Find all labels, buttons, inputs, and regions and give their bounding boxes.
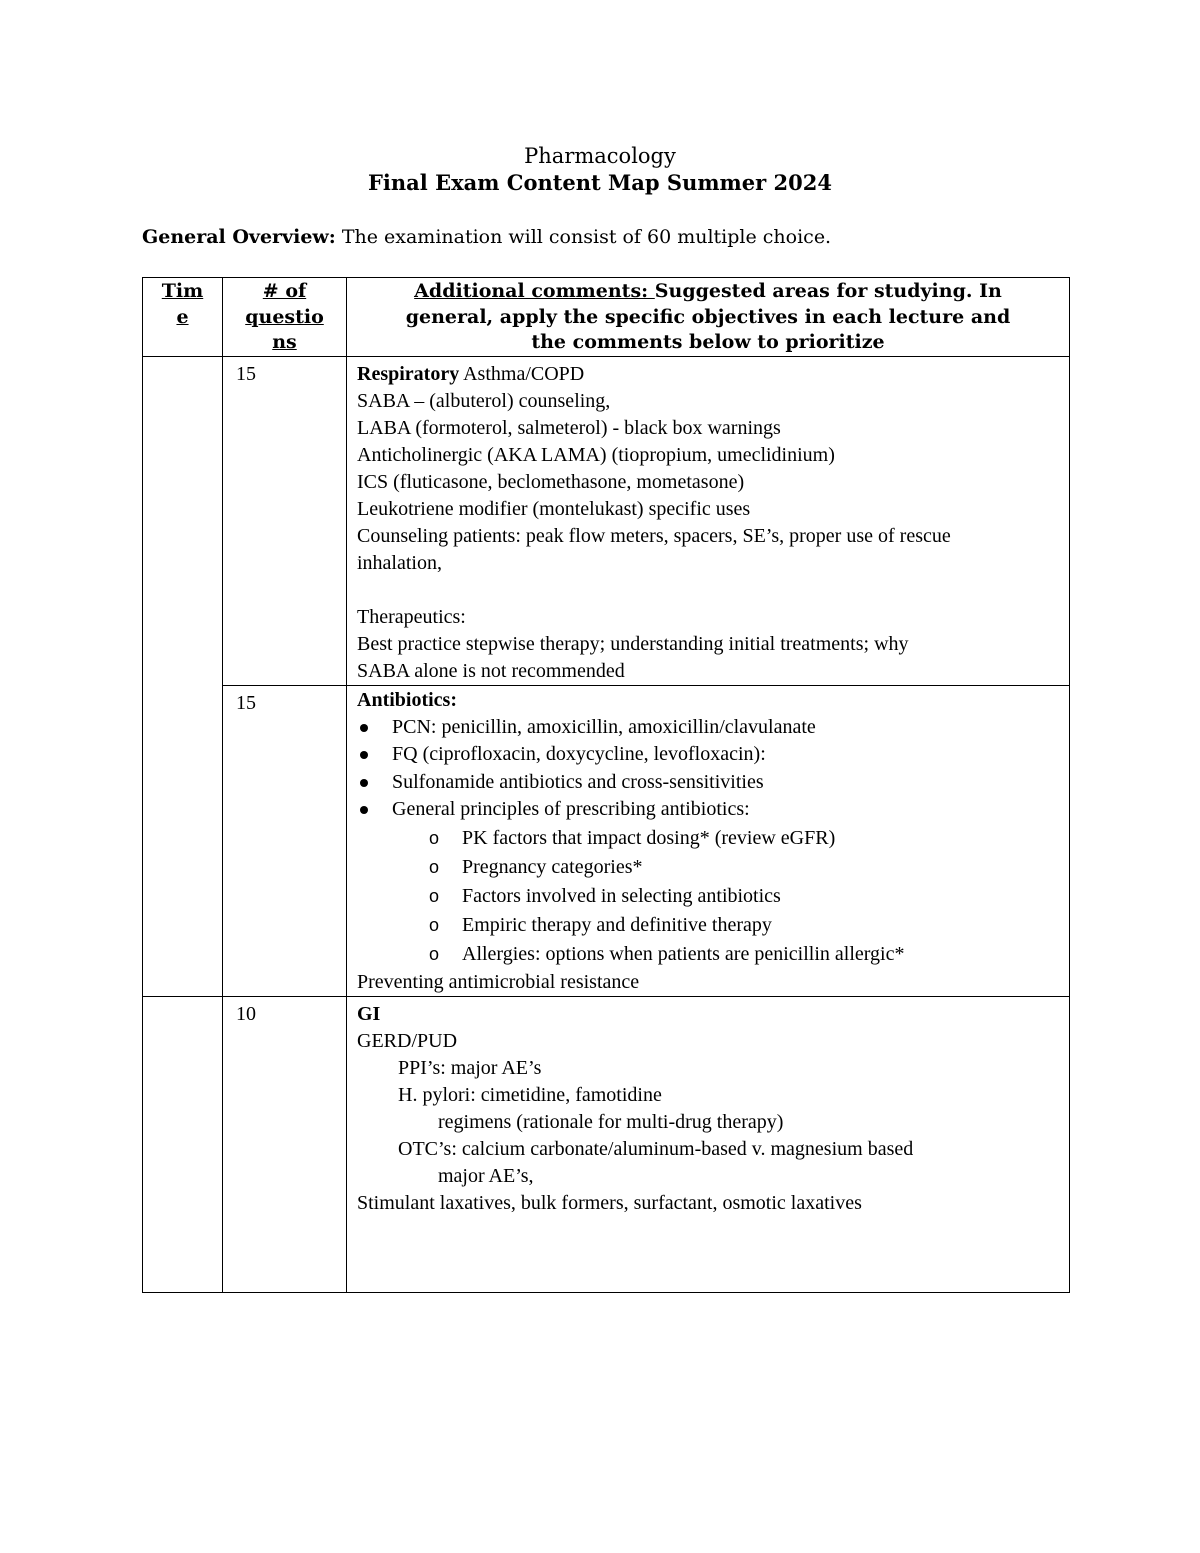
sub-list-item: o PK factors that impact dosing* (review eGFR) <box>357 824 1065 853</box>
header-questions: # of questio ns <box>223 278 347 357</box>
general-overview <box>142 224 831 250</box>
bullet-icon <box>360 779 368 787</box>
document-title: Final Exam Content Map Summer 2024 <box>368 170 832 195</box>
comments-cell-respiratory: Respiratory Asthma/COPD SABA – (albuterol) counseling, LABA (formoterol, salmeterol) - black box warnings Anticholinergic (AKA LAMA) (tiopropium, umeclidinium) ICS (fluticasone, beclomethasone, mometasone) Leukotriene modifier (montelukast) specific uses Counseling patients: peak flow meters, spacers, SE’s, proper use of rescue inhalation, Therapeutics: Best practice stepwise therapy; understanding initial treatments; why SABA alone is not recommended <box>347 356 1070 685</box>
overview-label: General Overview: <box>142 226 336 248</box>
circle-bullet-icon: o <box>429 943 440 964</box>
circle-bullet-icon: o <box>429 827 440 848</box>
table-row <box>143 996 1070 1292</box>
questions-cell: 15 <box>223 685 347 996</box>
section-heading: Respiratory <box>357 362 460 385</box>
list-item: FQ (ciprofloxacin, doxycycline, levofloxacin): <box>357 741 1065 769</box>
header-comments: Additional comments: Suggested areas for studying. In general, apply the specific objectives in each lecture and the comments below to prioritize <box>347 278 1070 357</box>
overview-text: The examination will consist of 60 multiple choice. <box>335 226 832 248</box>
sub-list-item: o Allergies: options when patients are penicillin allergic* <box>357 940 1065 969</box>
sub-list-item: o Empiric therapy and definitive therapy <box>357 911 1065 940</box>
content-map-table <box>142 277 1070 1293</box>
comments-cell-antibiotics: Antibiotics: PCN: penicillin, amoxicillin, amoxicillin/clavulanate FQ (ciprofloxacin, doxycycline, levofloxacin): Sulfonamide antibiotics and cross-sensitivities General principles of prescribing antibiotics: o PK factors that impact dosing* (review eGFR) o Pregnancy categories* o Factors involved in selecting antibiotics o Empiric therapy and definitive therapy o Allergies: options when patients are penicillin allergic* Preventing antimicrobial resistance <box>347 685 1070 996</box>
section-heading: Antibiotics: <box>357 688 457 711</box>
sub-list-item: o Pregnancy categories* <box>357 853 1065 882</box>
time-cell <box>143 356 223 996</box>
questions-cell: 15 <box>223 356 347 685</box>
time-cell <box>143 996 223 1292</box>
header-time: Tim e <box>143 278 223 357</box>
bullet-icon <box>360 806 368 814</box>
circle-bullet-icon: o <box>429 856 440 877</box>
circle-bullet-icon: o <box>429 885 440 906</box>
circle-bullet-icon: o <box>429 914 440 935</box>
document-subject: Pharmacology <box>524 144 676 168</box>
sub-list-item: o Factors involved in selecting antibiotics <box>357 882 1065 911</box>
section-heading: GI <box>357 1002 381 1025</box>
comments-cell-gi: GI GERD/PUD PPI’s: major AE’s H. pylori: cimetidine, famotidine regimens (rationale for multi-drug therapy) OTC’s: calcium carbonate/aluminum-based v. magnesium based major AE’s, Stimulant laxatives, bulk formers, surfactant, osmotic laxatives <box>347 996 1070 1292</box>
list-item: PCN: penicillin, amoxicillin, amoxicillin/clavulanate <box>357 714 1065 742</box>
list-item: General principles of prescribing antibiotics: <box>357 796 1065 824</box>
bullet-icon <box>360 724 368 732</box>
questions-cell: 10 <box>223 996 347 1292</box>
list-item: Sulfonamide antibiotics and cross-sensitivities <box>357 769 1065 797</box>
table-header-row <box>143 278 1070 357</box>
table-row <box>143 685 1070 996</box>
bullet-icon <box>360 751 368 759</box>
table-row <box>143 356 1070 685</box>
